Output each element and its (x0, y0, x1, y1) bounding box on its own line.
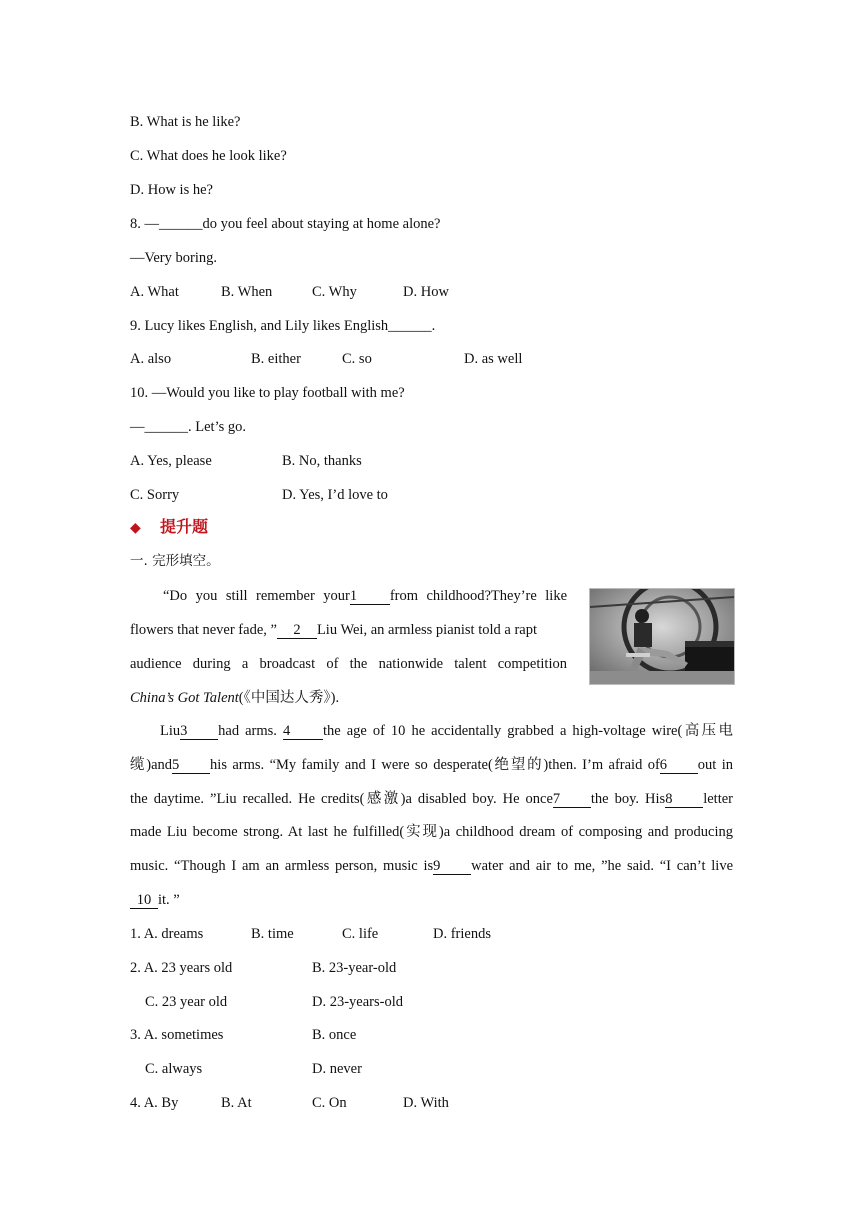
answer-4: 4. A. By B. At C. On D. With (130, 1095, 449, 1111)
passage-p1-line3: audience during a broadcast of the nationwide talent competition (130, 656, 567, 672)
blank-5: 5 (172, 757, 210, 774)
q9-blank: ______ (388, 318, 432, 334)
passage-p1-line4: China’s Got Talent(《中国达人秀》). (130, 690, 340, 706)
q10-option-c: C. Sorry (130, 487, 180, 503)
q9-option-c: C. so (342, 351, 372, 367)
blank-6: 6 (660, 757, 698, 774)
q10-option-d: D. Yes, I’d love to (282, 487, 388, 503)
q10-reply-prefix: — (130, 419, 145, 435)
q8-blank: ______ (159, 216, 203, 232)
blank-10: 10 (130, 892, 158, 909)
q10-reply-suffix: . Let’s go. (188, 419, 246, 435)
q8-options (130, 283, 730, 301)
passage-p2-line3: the daytime. ”Liu recalled. He credits(感激)a disabled boy. He once7 the boy. His8 letter (130, 791, 733, 807)
q10-options-row1 (130, 452, 730, 470)
q9-options (130, 350, 730, 368)
q8-option-b: B. When (221, 284, 273, 300)
q7-option-c: C. What does he look like? (130, 148, 287, 164)
q10-stem: 10. —Would you like to play football with me? (130, 385, 405, 401)
section-title: 提升题 (160, 517, 209, 536)
q8-option-a: A. What (130, 284, 179, 300)
q9-option-d: D. as well (464, 351, 523, 367)
q8-prefix: 8. — (130, 216, 159, 232)
show-title: China’s Got Talent (130, 690, 239, 706)
blank-4: 4 (283, 723, 323, 740)
q7-option-b: B. What is he like? (130, 114, 241, 130)
blank-7: 7 (553, 791, 591, 808)
answer-3-row2: C. always D. never (145, 1061, 362, 1077)
passage-p2-line6: 10 it. ” (130, 891, 180, 909)
passage-p2-line4: made Liu become strong. At last he fulfilled(实现)a childhood dream of composing and producing (130, 824, 733, 840)
passage-p2-line1: Liu3 had arms. 4 the age of 10 he accidentally grabbed a high-voltage wire(高压电 (160, 723, 734, 739)
passage-p1-line2: flowers that never fade, ” 2 Liu Wei, an armless pianist told a rapt (130, 622, 537, 638)
blank-9: 9 (433, 858, 471, 875)
passage-p1-line1: “Do you still remember your1 from childhood?They’re like (163, 588, 567, 604)
answer-1: 1. A. dreams B. time C. life D. friends (130, 926, 491, 942)
q10-blank: ______ (144, 419, 188, 435)
q8-stem (130, 215, 440, 233)
q9-end: . (431, 318, 436, 334)
passage-p2-line2: 缆)and5 his arms. “My family and I were so desperate(绝望的)then. I’m afraid of6 out in (130, 757, 734, 773)
q8-option-c: C. Why (312, 284, 357, 300)
q7-option-d: D. How is he? (130, 182, 213, 198)
passage-p2-line5: music. “Though I am an armless person, music is9 water and air to me, ”he said. “I can’t live (130, 858, 734, 874)
q9-stem (130, 317, 435, 335)
q10-options-row2 (130, 486, 730, 504)
answer-2-row2: C. 23 year old D. 23-years-old (145, 994, 404, 1010)
q8-suffix: do you feel about staying at home alone? (202, 216, 441, 232)
q9-option-b: B. either (251, 351, 301, 367)
q10-option-b: B. No, thanks (282, 453, 362, 469)
blank-1: 1 (350, 588, 390, 605)
q10-option-a: A. Yes, please (130, 453, 212, 469)
answer-2-row1: 2. A. 23 years old B. 23-year-old (130, 960, 397, 976)
q9-option-a: A. also (130, 351, 172, 367)
q10-reply (130, 418, 246, 436)
q9-stem-text: 9. Lucy likes English, and Lily likes English (130, 318, 389, 334)
q8-option-d: D. How (403, 284, 449, 300)
diamond-bullet-icon: ◆ (130, 520, 141, 536)
blank-8: 8 (665, 791, 703, 808)
pianist-photo (589, 588, 735, 685)
q8-reply: —Very boring. (130, 250, 217, 266)
section-heading (130, 517, 208, 538)
blank-2: 2 (277, 622, 317, 639)
answer-3-row1: 3. A. sometimes B. once (130, 1027, 357, 1043)
part-one-heading: 一. 完形填空。 (130, 553, 220, 569)
blank-3: 3 (180, 723, 218, 740)
